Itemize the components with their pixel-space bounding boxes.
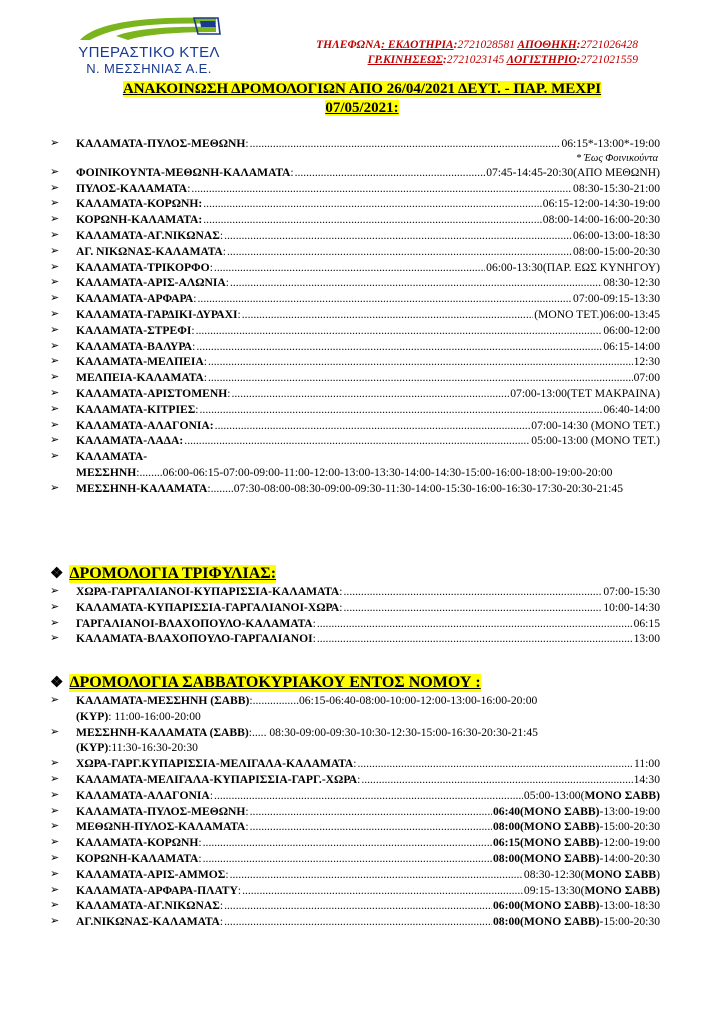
route-name: ΚΑΛΑΜΑΤΑ-ΣΤΡΕΦΙ xyxy=(76,323,192,337)
route-row xyxy=(50,418,660,434)
dot-leader xyxy=(214,260,485,276)
route-name: ΚΑΛΑΜΑΤΑ-ΜΕΣΣΗΝΗ xyxy=(76,450,148,479)
route-colon: : xyxy=(357,772,361,786)
route-name: ΜΕΛΠΕΙΑ-ΚΑΛΑΜΑΤΑ xyxy=(76,371,204,385)
arrow-bullet-icon: ➢ xyxy=(50,450,60,463)
route-colon: : xyxy=(222,244,226,258)
route-row xyxy=(50,354,660,370)
logo-subtitle: Ν. ΜΕΣΣΗΝΙΑΣ Α.Ε. xyxy=(86,61,212,76)
route-colon: : xyxy=(237,307,241,321)
route-row xyxy=(50,433,660,449)
dot-leader xyxy=(242,307,533,323)
route-name: ΚΑΛΑΜΑΤΑ-ΚΥΠΑΡΙΣΣΙΑ-ΓΑΡΓΑΛΙΑΝΟΙ-ΧΩΡΑ xyxy=(76,600,340,614)
route-row xyxy=(50,449,660,481)
arrow-bullet-icon: ➢ xyxy=(50,339,60,352)
arrow-bullet-icon: ➢ xyxy=(50,836,60,849)
route-sunday-times: : 11:00-16:00-20:00 xyxy=(108,709,201,723)
route-row xyxy=(50,386,660,402)
dot-leader xyxy=(196,323,603,339)
dot-leader xyxy=(250,819,492,835)
route-times-bold: ΜΟΝΟ ΣΑΒΒ) xyxy=(584,788,660,802)
diamond-bullet-icon: ❖ xyxy=(50,675,64,691)
dot-leader xyxy=(191,181,572,197)
dot-leader xyxy=(250,804,492,820)
route-colon: : xyxy=(193,292,197,306)
arrow-bullet-icon: ➢ xyxy=(50,181,60,194)
route-row xyxy=(50,788,660,804)
route-row xyxy=(50,851,660,867)
arrow-bullet-icon: ➢ xyxy=(50,276,60,289)
route-name: ΚΟΡΩΝΗ-ΚΑΛΑΜΑΤΑ xyxy=(76,851,199,865)
route-colon: : xyxy=(192,339,196,353)
route-row xyxy=(50,616,660,632)
weekend-title: ΔΡΟΜΟΛΟΓΙΑ ΣΑΒΒΑΤΟΚΥΡΙΑΚΟΥ ΕΝΤΟΣ ΝΟΜΟΥ : xyxy=(69,673,481,691)
route-row xyxy=(50,867,660,883)
route-times: 06:00-13:00-18:30 xyxy=(573,228,660,242)
route-colon: : xyxy=(339,600,343,614)
route-times: 08:00-14:00-16:00-20:30 xyxy=(542,213,660,227)
route-row xyxy=(50,370,660,386)
route-name: ΚΑΛΑΜΑΤΑ-ΑΓ.ΝΙΚΩΝΑΣ xyxy=(76,899,220,913)
dot-leader xyxy=(317,631,633,647)
dot-leader xyxy=(230,275,602,291)
dot-leader xyxy=(344,600,603,616)
route-colon: : xyxy=(290,165,294,179)
route-colon: : xyxy=(248,725,252,739)
route-colon: : xyxy=(195,402,199,416)
route-sunday-label: (ΚΥΡ) xyxy=(76,741,109,755)
route-times: ................06:15-06:40-08:00-10:00-12:00-13:00-16:00-20:00 xyxy=(252,694,538,707)
route-colon: : xyxy=(207,481,211,495)
route-times: 05:00-13:00( xyxy=(523,788,585,802)
route-colon: : xyxy=(227,386,231,400)
route-name: ΚΟΡΩΝΗ-ΚΑΛΑΜΑΤΑ: xyxy=(76,213,203,227)
route-times: 06:00-13:30(ΠΑΡ. ΕΩΣ ΚΥΝΗΓΟΥ) xyxy=(486,260,660,274)
dot-leader xyxy=(196,339,602,355)
arrow-bullet-icon: ➢ xyxy=(50,197,60,210)
arrow-bullet-icon: ➢ xyxy=(50,820,60,833)
route-name: ΚΑΛΑΜΑΤΑ-ΒΑΛΥΡΑ xyxy=(76,339,193,353)
arrow-bullet-icon: ➢ xyxy=(50,772,60,785)
route-sunday-times: :11:30-16:30-20:30 xyxy=(108,741,198,755)
route-colon: : xyxy=(245,804,249,818)
dot-leader xyxy=(230,867,523,883)
arrow-bullet-icon: ➢ xyxy=(50,915,60,928)
trifylia-routes-list xyxy=(50,584,660,647)
route-times-bold: 06:40(ΜΟΝΟ ΣΑΒΒ) xyxy=(493,804,600,818)
arrow-bullet-icon: ➢ xyxy=(50,757,60,770)
arrow-bullet-icon: ➢ xyxy=(50,213,60,226)
route-name: ΚΑΛΑΜΑΤΑ-ΑΡΦΑΡΑ-ΠΛΑΤΥ xyxy=(76,883,238,897)
arrow-bullet-icon: ➢ xyxy=(50,386,60,399)
route-times-bold: 06:15(ΜΟΝΟ ΣΑΒΒ) xyxy=(493,836,600,850)
route-times-bold: ΜΟΝΟ ΣΑΒΒ) xyxy=(584,883,660,897)
route-row xyxy=(50,600,660,616)
route-times-rest: -15:00-20:30 xyxy=(599,820,660,834)
route-name: ΑΓ. ΝΙΚΩΝΑΣ-ΚΑΛΑΜΑΤΑ xyxy=(76,244,223,258)
route-colon: : xyxy=(353,757,357,771)
route-row xyxy=(50,756,660,772)
movements-phone: 2721023145 xyxy=(446,54,505,66)
contact-line-2: ΓΡ.ΚΙΝΗΣΕΩΣ:2721023145 ΛΟΓΙΣΤΗΡΙΟ:2721021559 xyxy=(367,54,638,66)
route-colon: : xyxy=(339,585,343,598)
ticket-office-label: ΕΚΔΟΤΗΡΙΑ xyxy=(387,39,454,51)
dot-leader xyxy=(203,835,492,851)
route-row xyxy=(50,323,660,339)
weekday-routes-list xyxy=(50,136,660,497)
arrow-bullet-icon: ➢ xyxy=(50,260,60,273)
route-times: 14:30 xyxy=(633,772,660,786)
route-times-bold: ΜΟΝΟ ΣΑΒΒ xyxy=(584,867,657,881)
route-times: 07:00-09:15-13:30 xyxy=(573,292,660,306)
arrow-bullet-icon: ➢ xyxy=(50,402,60,415)
route-times: 06:15 xyxy=(633,616,660,630)
route-times-rest: -13:00-19:00 xyxy=(599,804,660,818)
route-times: 06:00-12:00 xyxy=(603,323,660,337)
route-times: 07:00-15:30 xyxy=(603,585,660,598)
arrow-bullet-icon: ➢ xyxy=(50,307,60,320)
route-times-rest: -13:00-18:30 xyxy=(599,899,660,913)
route-colon: : xyxy=(198,836,202,850)
announcement-title xyxy=(60,80,664,118)
route-colon: : xyxy=(219,228,224,242)
route-row xyxy=(50,835,660,851)
storage-phone: 2721026428 xyxy=(580,39,638,51)
route-name: ΑΓ.ΝΙΚΩΝΑΣ-ΚΑΛΑΜΑΤΑ xyxy=(76,915,220,929)
route-times: 13:00 xyxy=(633,632,660,646)
dot-leader xyxy=(250,136,561,152)
route-colon: : xyxy=(209,260,213,274)
route-row xyxy=(50,244,660,260)
route-name: ΚΑΛΑΜΑΤΑ-ΑΡΙΣ-ΑΛΩΝΙΑ xyxy=(76,276,226,290)
route-row xyxy=(50,898,660,914)
route-name: ΚΑΛΑΜΑΤΑ-ΑΡΙΣ-ΑΜΜΟΣ xyxy=(76,867,226,881)
route-row xyxy=(50,136,660,152)
contact-line-1: ΤΗΛΕΦΩΝΑ: ΕΚΔΟΤΗΡΙΑ:2721028581 ΑΠΟΘΗΚΗ:2721026428 xyxy=(316,39,638,51)
route-times: 12:30 xyxy=(633,355,660,369)
route-name: ΚΑΛΑΜΑΤΑ-ΠΥΛΟΣ-ΜΕΘΩΝΗ xyxy=(76,137,246,150)
route-name: ΚΑΛΑΜΑΤΑ-ΚΟΡΩΝΗ xyxy=(76,836,199,850)
accounting-label: ΛΟΓΙΣΤΗΡΙΟ xyxy=(506,54,577,66)
arrow-bullet-icon: ➢ xyxy=(50,434,60,447)
route-times: (ΜΟΝΟ ΤΕΤ.)06:00-13:45 xyxy=(534,307,660,321)
route-colon: : xyxy=(312,632,316,646)
dot-leader xyxy=(295,165,486,181)
route-name: ΚΑΛΑΜΑΤΑ-ΜΕΣΣΗΝΗ (ΣΑΒΒ) xyxy=(76,694,250,707)
dot-leader xyxy=(203,851,492,867)
arrow-bullet-icon: ➢ xyxy=(50,694,60,706)
route-times: 08:30-12:30( xyxy=(523,867,585,881)
route-times-bold: 08:00(ΜΟΝΟ ΣΑΒΒ) xyxy=(493,915,600,929)
arrow-bullet-icon: ➢ xyxy=(50,244,60,257)
route-name: ΚΑΛΑΜΑΤΑ-ΚΟΡΩΝΗ: xyxy=(76,197,203,211)
dot-leader xyxy=(203,212,542,228)
route-colon: : xyxy=(237,883,242,897)
route-name: ΚΑΛΑΜΑΤΑ-ΒΛΑΧΟΠΟΥΛΟ-ΓΑΡΓΑΛΙΑΝΟΙ xyxy=(76,632,313,646)
arrow-bullet-icon: ➢ xyxy=(50,585,60,597)
route-row xyxy=(50,584,660,600)
arrow-bullet-icon: ➢ xyxy=(50,165,60,178)
route-row xyxy=(50,804,660,820)
announcement-line-1: ΑΝΑΚΟΙΝΩΣΗ ΔΡΟΜΟΛΟΓΙΩΝ ΑΠΟ 26/04/2021 ΔΕΥΤ. - ΠΑΡ. ΜΕΧΡΙ xyxy=(122,81,602,97)
arrow-bullet-icon: ➢ xyxy=(50,355,60,368)
arrow-bullet-icon: ➢ xyxy=(50,899,60,912)
dot-leader xyxy=(208,354,633,370)
route-colon: : xyxy=(203,371,207,385)
route-times-bold: 08:00(ΜΟΝΟ ΣΑΒΒ) xyxy=(493,851,600,865)
route-times: 10:00-14:30 xyxy=(603,600,660,614)
route-times: 07:00 xyxy=(633,371,660,385)
arrow-bullet-icon: ➢ xyxy=(50,883,60,896)
route-colon: : xyxy=(219,899,224,913)
arrow-bullet-icon: ➢ xyxy=(50,725,60,738)
route-footnote: * Έως Φοινικούντα xyxy=(575,152,658,164)
route-colon: : xyxy=(209,788,214,802)
route-row xyxy=(50,339,660,355)
route-row xyxy=(50,291,660,307)
arrow-bullet-icon: ➢ xyxy=(50,851,60,864)
route-times: 06:15-12:00-14:30-19:00 xyxy=(542,197,660,211)
route-times: 06:15-14:00 xyxy=(603,339,660,353)
route-row xyxy=(50,260,660,276)
logo-title: ΥΠΕΡΑΣΤΙΚΟ ΚΤΕΛ xyxy=(78,44,220,61)
arrow-bullet-icon: ➢ xyxy=(50,788,60,801)
accounting-phone: 2721021559 xyxy=(580,54,638,66)
route-times: 05:00-13:00 (ΜΟΝΟ ΤΕΤ.) xyxy=(531,434,660,448)
dot-leader xyxy=(224,914,492,930)
arrow-bullet-icon: ➢ xyxy=(50,323,60,336)
route-row xyxy=(50,275,660,291)
route-colon: : xyxy=(219,915,224,929)
route-times: ..... 08:30-09:00-09:30-10:30-12:30-15:00-16:30-20:30-21:45 xyxy=(251,725,538,739)
dot-leader xyxy=(242,883,523,899)
announcement-line-2: 07/05/2021: xyxy=(325,100,399,116)
route-times-rest: -12:00-19:00 xyxy=(599,836,660,850)
route-name: ΚΑΛΑΜΑΤΑ-ΑΛΑΓΟΝΙΑ xyxy=(76,788,210,802)
route-times: 06:15*-13:00*-19:00 xyxy=(561,137,660,150)
route-times-bold: 08:00(ΜΟΝΟ ΣΑΒΒ) xyxy=(493,820,600,834)
route-colon: : xyxy=(187,181,191,195)
dot-leader xyxy=(208,370,633,386)
route-row xyxy=(50,772,660,788)
route-name: ΚΑΛΑΜΑΤΑ-ΑΓ.ΝΙΚΩΝΑΣ xyxy=(76,228,220,242)
dot-leader xyxy=(357,756,633,772)
route-colon: : xyxy=(249,694,253,707)
dot-leader xyxy=(214,788,523,804)
route-row xyxy=(50,165,660,181)
dot-leader xyxy=(344,584,603,600)
route-times: 07:00-14:30 (ΜΟΝΟ ΤΕΤ.) xyxy=(531,418,660,432)
route-row xyxy=(50,693,660,725)
route-sunday-label: (ΚΥΡ) xyxy=(76,709,109,723)
route-row xyxy=(50,631,660,647)
route-times: 07:45-14:45-20:30(ΑΠΟ ΜΕΘΩΝΗ) xyxy=(486,165,660,179)
dot-leader xyxy=(184,433,530,449)
route-times-rest: -15:00-20:30 xyxy=(599,915,660,929)
route-times: 11:00 xyxy=(634,757,660,771)
route-name: ΜΕΣΣΗΝΗ-ΚΑΛΑΜΑΤΑ (ΣΑΒΒ) xyxy=(76,725,249,739)
route-name: ΚΑΛΑΜΑΤΑ-ΚΙΤΡΙΕΣ xyxy=(76,402,196,416)
route-row xyxy=(50,212,660,228)
route-times-rest: -14:00-20:30 xyxy=(599,851,660,865)
arrow-bullet-icon: ➢ xyxy=(50,632,60,645)
route-colon: : xyxy=(245,137,249,150)
arrow-bullet-icon: ➢ xyxy=(50,600,60,613)
arrow-bullet-icon: ➢ xyxy=(50,804,60,817)
dot-leader xyxy=(361,772,632,788)
route-name: ΧΩΡΑ-ΓΑΡΓ.ΚΥΠΑΡΙΣΣΙΑ-ΜΕΛΙΓΑΛΑ-ΚΑΛΑΜΑΤΑ xyxy=(76,757,354,771)
letterhead xyxy=(0,0,724,80)
ktel-logo xyxy=(64,14,234,76)
arrow-bullet-icon: ➢ xyxy=(50,616,60,629)
route-colon: : xyxy=(191,323,195,337)
route-colon: : xyxy=(198,851,202,865)
route-times-bold: 06:00(ΜΟΝΟ ΣΑΒΒ) xyxy=(493,899,600,913)
arrow-bullet-icon: ➢ xyxy=(50,481,60,494)
arrow-bullet-icon: ➢ xyxy=(50,371,60,384)
dot-leader xyxy=(227,244,572,260)
route-name: ΚΑΛΑΜΑΤΑ-ΜΕΛΠΕΙΑ xyxy=(76,355,204,369)
arrow-bullet-icon: ➢ xyxy=(50,867,60,880)
route-times: 08:00-15:00-20:30 xyxy=(573,244,660,258)
storage-label: ΑΠΟΘΗΚΗ xyxy=(517,39,577,51)
route-row xyxy=(50,819,660,835)
dot-leader xyxy=(224,898,492,914)
route-colon: : xyxy=(245,820,249,834)
route-row xyxy=(50,725,660,757)
route-name: ΚΑΛΑΜΑΤΑ-ΑΡΦΑΡΑ xyxy=(76,292,194,306)
arrow-bullet-icon: ➢ xyxy=(50,418,60,431)
route-name: ΚΑΛΑΜΑΤΑ-ΛΑΔΑ: xyxy=(76,434,184,448)
dot-leader xyxy=(200,402,603,418)
route-times: ........06:00-06:15-07:00-09:00-11:00-12:00-13:00-13:30-14:00-14:30-15:00-16:00-18:00-19:00-20:00 xyxy=(139,465,613,479)
route-name: ΚΑΛΑΜΑΤΑ-ΜΕΛΙΓΑΛΑ-ΚΥΠΑΡΙΣΣΙΑ-ΓΑΡΓ.-ΧΩΡΑ xyxy=(76,772,358,786)
route-times: 06:40-14:00 xyxy=(603,402,660,416)
route-name: ΠΥΛΟΣ-ΚΑΛΑΜΑΤΑ xyxy=(76,181,188,195)
route-row xyxy=(50,481,660,497)
ticket-office-phone: 2721028581 xyxy=(457,39,515,51)
route-row xyxy=(50,883,660,899)
route-colon: : xyxy=(225,276,229,290)
dot-leader xyxy=(198,291,573,307)
contact-phones xyxy=(316,38,638,68)
phones-label: ΤΗΛΕΦΩΝΑ xyxy=(316,39,382,51)
dot-leader xyxy=(203,196,542,212)
route-name: ΧΩΡΑ-ΓΑΡΓΑΛΙΑΝΟΙ-ΚΥΠΑΡΙΣΣΙΑ-ΚΑΛΑΜΑΤΑ xyxy=(76,585,340,598)
route-times: ........07:30-08:00-08:30-09:00-09:30-11:30-14:00-15:30-16:00-16:30-17:30-20:30-21:45 xyxy=(210,481,623,495)
dot-leader xyxy=(317,616,633,632)
route-times: 07:00-13:00(ΤΕΤ ΜΑΚΡΑΙΝΑ) xyxy=(510,386,660,400)
route-colon: : xyxy=(225,867,229,881)
trifylia-title: ΔΡΟΜΟΛΟΓΙΑ ΤΡΙΦΥΛΙΑΣ: xyxy=(69,564,277,582)
arrow-bullet-icon: ➢ xyxy=(50,137,60,149)
route-times: 09:15-13:30( xyxy=(523,883,585,897)
route-row xyxy=(50,914,660,930)
route-row xyxy=(50,181,660,197)
route-name: ΚΑΛΑΜΑΤΑ-ΑΛΑΓΟΝΙΑ: xyxy=(76,418,214,432)
movements-label: ΓΡ.ΚΙΝΗΣΕΩΣ xyxy=(367,54,443,66)
route-row xyxy=(50,402,660,418)
dot-leader xyxy=(232,386,510,402)
weekend-section-heading xyxy=(50,673,481,692)
route-times-rest: ) xyxy=(656,867,660,881)
route-name: ΓΑΡΓΑΛΙΑΝΟΙ-ΒΛΑΧΟΠΟΥΛΟ-ΚΑΛΑΜΑΤΑ xyxy=(76,616,313,630)
route-name: ΚΑΛΑΜΑΤΑ-ΑΡΙΣΤΟΜΕΝΗ xyxy=(76,386,228,400)
route-colon: : xyxy=(312,616,316,630)
route-row xyxy=(50,307,660,323)
route-name: ΚΑΛΑΜΑΤΑ-ΠΥΛΟΣ-ΜΕΘΩΝΗ xyxy=(76,804,246,818)
route-name: ΚΑΛΑΜΑΤΑ-ΓΑΡΔΙΚΙ-ΔΥΡΑΧΙ xyxy=(76,307,238,321)
route-colon: : xyxy=(203,355,207,369)
route-times: 08:30-12:30 xyxy=(603,276,660,290)
bus-logo-icon xyxy=(76,14,222,44)
route-row xyxy=(50,228,660,244)
route-name: ΦΟΙΝΙΚΟΥΝΤΑ-ΜΕΘΩΝΗ-ΚΑΛΑΜΑΤΑ xyxy=(76,165,291,179)
route-colon: : xyxy=(136,465,140,479)
route-name: ΜΕΘΩΝΗ-ΠΥΛΟΣ-ΚΑΛΑΜΑΤΑ xyxy=(76,820,246,834)
route-times: 08:30-15:30-21:00 xyxy=(573,181,660,195)
dot-leader xyxy=(224,228,572,244)
weekend-routes-list xyxy=(50,693,660,930)
dot-leader xyxy=(215,418,531,434)
diamond-bullet-icon: ❖ xyxy=(50,566,64,582)
route-name: ΜΕΣΣΗΝΗ-ΚΑΛΑΜΑΤΑ xyxy=(76,481,208,495)
route-row xyxy=(50,196,660,212)
arrow-bullet-icon: ➢ xyxy=(50,292,60,305)
route-name: ΚΑΛΑΜΑΤΑ-ΤΡΙΚΟΡΦΟ xyxy=(76,260,210,274)
trifylia-section-heading xyxy=(50,564,276,583)
arrow-bullet-icon: ➢ xyxy=(50,228,60,241)
